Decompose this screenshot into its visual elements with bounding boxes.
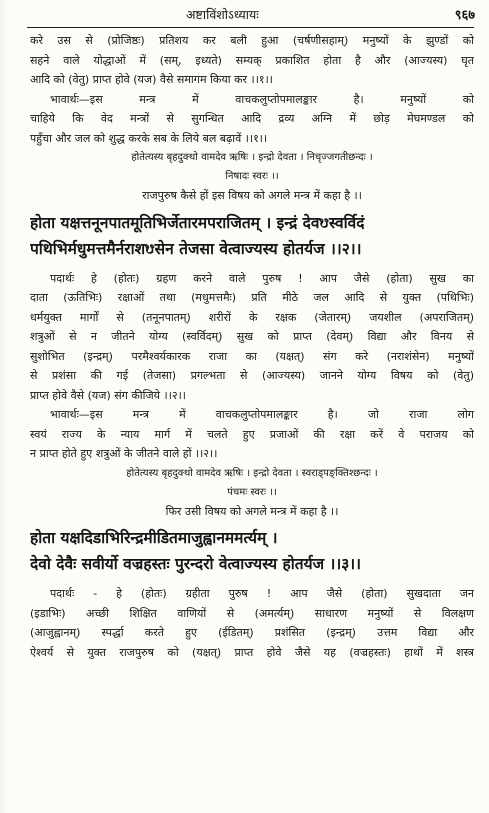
mantra-line: देवो देवैः सवीर्यो वज्रहस्तः पुरन्दरो वेत्वाज्यस्य होतर्यज ।।३।। bbox=[30, 555, 362, 573]
page-number: ९६७ bbox=[454, 8, 475, 23]
text-line: चाहिये कि वेद मन्त्रों से सुगन्धित आदि द्रव्य अग्नि में छोड़ मेघमण्डल को bbox=[30, 112, 474, 125]
text-line: ऐश्वर्य से युक्त राजपुरुष को (यक्षत्) प्राप्त होवे जैसे यह (वज्रहस्तः) हाथों में शस्त्र bbox=[30, 645, 474, 659]
chapter-title: अष्टाविंशोऽध्यायः bbox=[186, 7, 259, 22]
mantra-line: पथिभिर्मधुमत्तमैर्नराशᳪसेन तेजसा वेत्वाज्यस्य होतर्यज ।।२।। bbox=[30, 239, 362, 258]
text-line: न प्राप्त होते हुए शत्रुओं के जीतने वाले हों ।।२।। bbox=[30, 447, 218, 460]
text-line: सुशोभित (इन्द्रम्) परमैश्वर्यकारक राजा का (यक्षत्) संग करे (नराशंसेन) मनुष्यों bbox=[30, 349, 474, 363]
page-body bbox=[30, 31, 474, 662]
mantra-line: होता यक्षदिडाभिरिन्द्रमीडितमाजुह्वानममर्त्यम् । bbox=[30, 529, 278, 547]
padarth-line: पदार्थः हे (होतः) ग्रहण करने वाले पुरुष ! आप जैसे (होता) सुख का bbox=[50, 271, 474, 285]
text-line: पहुँचा और जल को शुद्ध करके सब के लिये बल बढ़ावें ।।१।। bbox=[30, 131, 268, 145]
text-line: प्राप्त होवे वैसे (यज) संग कीजिये ।।२।। bbox=[30, 388, 186, 402]
text-line: धर्मयुक्त मार्गों से (तनूनपातम्) शरीरों के रक्षक (जेतारम्) जयशील (अपराजितम्) bbox=[30, 310, 474, 324]
bhavarth-line: भावार्थः—इस मन्त्र में वाचकलुप्तोपमालङ्कार है। मनुष्यों को bbox=[50, 92, 474, 106]
mantra-line: होता यक्षत्तनूनपातमूतिभिर्जेतारमपराजितम् । इन्द्रं देवᳪस्वर्विदं bbox=[30, 213, 365, 232]
svara-line: पंचमः स्वरः ।। bbox=[227, 486, 277, 498]
topic-intro-line: फिर उसी विषय को अगले मन्त्र में कहा है ।। bbox=[165, 504, 339, 518]
rishi-devata-line: होतेत्यस्य बृहदुक्थो वामदेव ऋषिः । इन्द्रो देवता । स्वराड्पङ्क्तिश्छन्दः । bbox=[126, 467, 378, 479]
text-line: (इडाभिः) अच्छी शिक्षित वाणियों से (अमर्त्यम्) साधारण मनुष्यों से विलक्षण bbox=[30, 606, 474, 620]
text-line: दाता (ऊतिभिः) रक्षाओं तथा (मधुमत्तमैः) प्रति मीठे जल आदि से युक्त (पथिभिः) bbox=[30, 291, 474, 304]
padarth-line: पदार्थः - हे (होतः) ग्रहीता पुरुष ! आप जैसे (होता) सुखदाता जन bbox=[50, 587, 474, 600]
svara-line: निषादः स्वरः ।। bbox=[225, 171, 279, 182]
text-line: आदि को (वेतु) प्राप्त होवे (यज) वैसे समागम किया कर ।।१।। bbox=[30, 73, 273, 86]
header-divider bbox=[27, 27, 474, 28]
text-line: (आजुह्वानम्) स्पर्द्धा करते हुए (ईडितम्) प्रशंसित (इन्द्रम्) उत्तम विद्या और bbox=[30, 626, 474, 639]
page-header bbox=[0, 4, 489, 28]
rishi-devata-line: होतेत्यस्य बृहदुक्थो वामदेव ऋषिः । इन्द्रो देवता । निचृज्जगतीछन्दः । bbox=[131, 152, 373, 163]
text-line: से प्रशंसा की गई (तेजसा) प्रगल्भता से (आज्यस्य) जानने योग्य विषय को (वेतु) bbox=[30, 369, 474, 382]
text-line: सहने वाले योद्धाओं में (सम्, इध्यते) सम्यक् प्रकाशित होता है और (आज्यस्य) घृत bbox=[30, 53, 474, 67]
bhavarth-line: भावार्थः—इस मन्त्र में वाचकलुप्तोपमालङ्कार है। जो राजा लोग bbox=[50, 408, 474, 421]
topic-intro-line: राजपुरुष कैसे हों इस विषय को अगले मन्त्र में कहा है ।। bbox=[142, 189, 362, 202]
text-line: स्वयं राज्य के न्याय मार्ग में चलते हुए प्रजाओं की रक्षा करें वे पराजय को bbox=[30, 427, 474, 441]
text-line: करे उस से (प्रोजिष्ठः) प्रतिशय कर बली हुआ (चर्षणीसहाम्) मनुष्यों के झुण्डों को bbox=[30, 34, 474, 47]
text-line: शत्रुओं से न जीतने योग्य (स्वर्विदम्) सुख को प्राप्त (देवम्) विद्या और विनय से bbox=[30, 330, 474, 343]
